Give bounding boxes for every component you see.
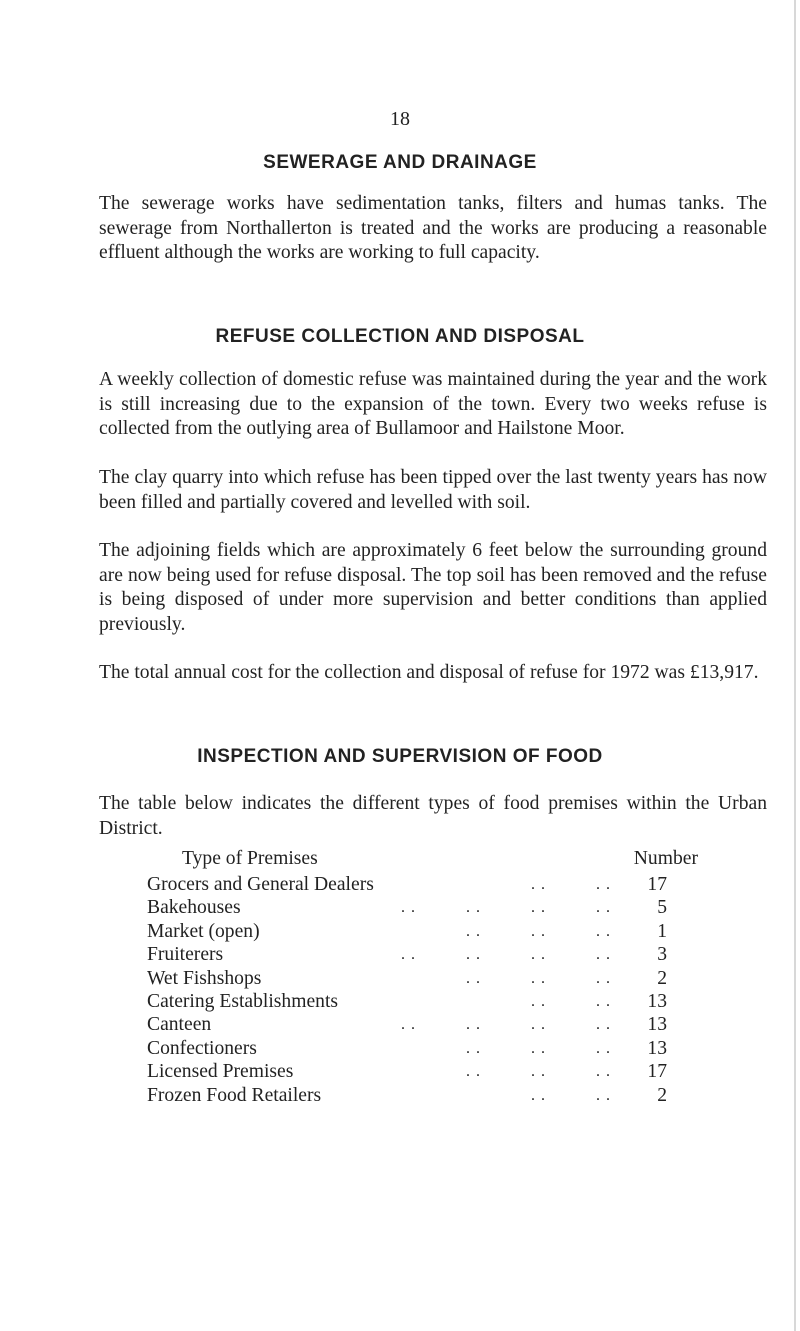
leader-dots: . . . . . . . . — [401, 946, 611, 964]
table-header — [147, 845, 698, 873]
premises-type: Grocers and General Dealers — [147, 874, 374, 895]
leader-dots: . . . . . . . . — [401, 1016, 611, 1034]
premises-count: 13 — [647, 1037, 667, 1059]
table-row — [147, 1037, 667, 1060]
column-header-type: Type of Premises — [182, 848, 318, 869]
leader-dots: . . . . . . — [466, 1063, 611, 1081]
page-edge-shadow — [794, 0, 796, 1331]
premises-count: 17 — [647, 874, 667, 895]
table-row — [147, 873, 667, 896]
refuse-paragraph-1: A weekly collection of domestic refuse was maintained during the year and the work is still increasing due to the expansion of the town. Every two weeks refuse is collected from the outlying area of Bullamoor and Hailstone Moor. — [99, 369, 767, 439]
table-row — [147, 1060, 667, 1083]
premises-table — [147, 845, 698, 1107]
premises-type: Canteen — [147, 1014, 212, 1036]
refuse-paragraph-4: The total annual cost for the collection and disposal of refuse for 1972 was £13,917. — [99, 662, 759, 683]
table-row — [147, 920, 667, 943]
premises-type: Market (open) — [147, 920, 260, 942]
premises-count: 3 — [657, 944, 667, 966]
table-row — [147, 1013, 667, 1036]
premises-count: 17 — [647, 1061, 667, 1083]
leader-dots: . . . . . . . . — [401, 899, 611, 917]
leader-dots: . . . . . . — [466, 969, 611, 987]
leader-dots: . . . . — [531, 876, 611, 893]
sewerage-heading: SEWERAGE AND DRAINAGE — [263, 152, 537, 173]
refuse-paragraph-2: The clay quarry into which refuse has been tipped over the last twenty years has now been filled and partially covered and levelled with soil. — [99, 467, 767, 513]
table-row — [147, 990, 667, 1013]
premises-count: 2 — [657, 1084, 667, 1106]
premises-type: Frozen Food Retailers — [147, 1084, 322, 1106]
column-header-number: Number — [633, 848, 698, 869]
premises-count: 1 — [657, 920, 667, 942]
refuse-paragraph-3: The adjoining fields which are approximately 6 feet below the surrounding ground are now being used for refuse disposal. The top soil has been removed and the refuse is being disposed of under more supervision and better conditions than applied previously. — [99, 540, 767, 635]
premises-type: Fruiterers — [147, 944, 224, 966]
table-row — [147, 1084, 667, 1107]
table-row — [147, 896, 667, 919]
premises-count: 13 — [647, 990, 667, 1012]
leader-dots: . . . . — [531, 992, 611, 1010]
premises-type: Catering Establishments — [147, 990, 339, 1012]
food-intro: The table below indicates the different types of food premises within the Urban District. — [99, 793, 767, 839]
premises-count: 2 — [657, 967, 667, 989]
table-row — [147, 967, 667, 990]
premises-count: 5 — [657, 897, 667, 919]
food-heading: INSPECTION AND SUPERVISION OF FOOD — [197, 746, 603, 767]
premises-type: Licensed Premises — [147, 1061, 294, 1083]
leader-dots: . . . . . . — [466, 922, 611, 940]
table-row — [147, 943, 667, 966]
premises-type: Wet Fishshops — [147, 967, 262, 989]
sewerage-paragraph: The sewerage works have sedimentation tanks, filters and humas tanks. The sewerage from Northallerton is treated and the works are producing a reasonable effluent although the works are working to full capacity. — [99, 193, 767, 263]
page-number: 18 — [390, 108, 410, 130]
leader-dots: . . . . . . — [466, 1039, 611, 1057]
leader-dots: . . . . — [531, 1086, 611, 1104]
premises-type: Confectioners — [147, 1037, 257, 1059]
premises-type: Bakehouses — [147, 897, 241, 919]
refuse-heading: REFUSE COLLECTION AND DISPOSAL — [215, 326, 585, 347]
premises-count: 13 — [647, 1014, 667, 1036]
